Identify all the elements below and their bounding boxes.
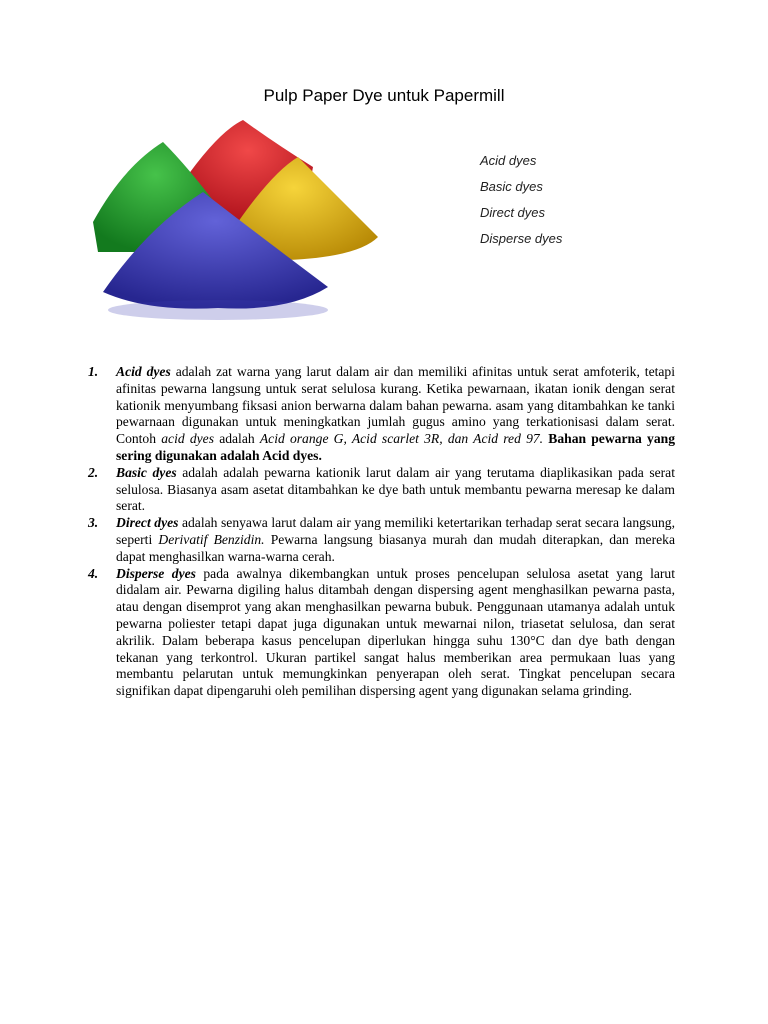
list-text xyxy=(116,364,675,465)
page-title: Pulp Paper Dye untuk Papermill xyxy=(263,86,505,105)
list-item xyxy=(88,465,675,515)
list-item xyxy=(88,515,675,565)
list-text xyxy=(116,465,675,515)
list-text xyxy=(116,566,675,700)
list-text xyxy=(116,515,675,565)
list-item xyxy=(88,566,675,700)
list-number: 4. xyxy=(88,565,99,581)
example-names: Acid orange G, Acid scarlet 3R, dan Acid red 97. xyxy=(259,431,544,447)
pigment-powder-image xyxy=(88,112,384,336)
dye-type-item: Direct dyes xyxy=(480,205,546,220)
dye-description-list xyxy=(88,364,675,700)
description-text: adalah adalah pewarna kationik larut dalam air yang terutama diaplikasikan pada serat selulosa. Biasanya asam asetat ditambahkan ke dye bath untuk membantu pewarna meresap ke dalam serat. xyxy=(116,464,675,514)
list-number: 2. xyxy=(88,464,99,480)
term: Acid dyes xyxy=(116,364,171,379)
term: Basic dyes xyxy=(116,464,177,480)
description-text: adalah zat warna yang larut dalam air dan memiliki afinitas untuk serat amfoterik, tetapi afinitas pewarna langsung untuk serat selulosa kurang. Ketika pewarnaan, ikatan ionik dengan serat kationik menyumbang fiksasi anion berwarna dalam bahan pewarna. asam yang ditambahkan ke tanki pewarnaan digunakan untuk meningkatkan jumlah gugus amino yang terkationisasi dalam serat. Contoh xyxy=(116,364,675,447)
list-item xyxy=(88,364,675,465)
description-text: Pewarna langsung biasanya murah dan mudah diterapkan, dan mereka dapat menghasilkan warna-warna cerah. xyxy=(116,531,675,564)
list-number: 1. xyxy=(88,364,99,379)
description-text: adalah xyxy=(214,431,260,447)
bold-note: Bahan pewarna yang sering digunakan adalah Acid dyes. xyxy=(116,431,675,463)
term: Disperse dyes xyxy=(116,565,196,581)
italic-text: Derivatif Benzidin. xyxy=(158,531,265,547)
list-number: 3. xyxy=(88,515,99,531)
description-text: adalah senyawa larut dalam air yang memiliki ketertarikan terhadap serat secara langsung, seperti xyxy=(116,515,676,547)
term: Direct dyes xyxy=(116,515,179,531)
italic-text: acid dyes xyxy=(161,431,214,447)
dye-type-item: Disperse dyes xyxy=(480,231,563,246)
dye-type-list xyxy=(480,150,562,254)
description-text: pada awalnya dikembangkan untuk proses pencelupan selulosa asetat yang larut didalam air. Pewarna digiling halus ditambah dengan dispersing agent menghasilkan pewarna pasta, atau dengan disemprot yang akan menghasilkan pewarna bubuk. Penggunaan utamanya adalah untuk pewarna poliester tetapi dapat juga digunakan untuk mewarnai nilon, triasetat selulosa, dan serat akrilik. Dalam beberapa kasus pencelupan diperlukan hingga suhu 130°C dan dye bath dengan tekanan yang terkontrol. Ukuran partikel sangat halus memberikan area permukaan luas yang membantu pelarutan untuk memungkinkan penyerapan oleh serat. Tingkat pencelupan secara signifikan dapat dipengaruhi oleh pemilihan dispersing agent yang digunakan selama grinding. xyxy=(116,565,675,699)
dye-type-item: Basic dyes xyxy=(480,179,543,194)
dye-type-item: Acid dyes xyxy=(480,153,537,168)
